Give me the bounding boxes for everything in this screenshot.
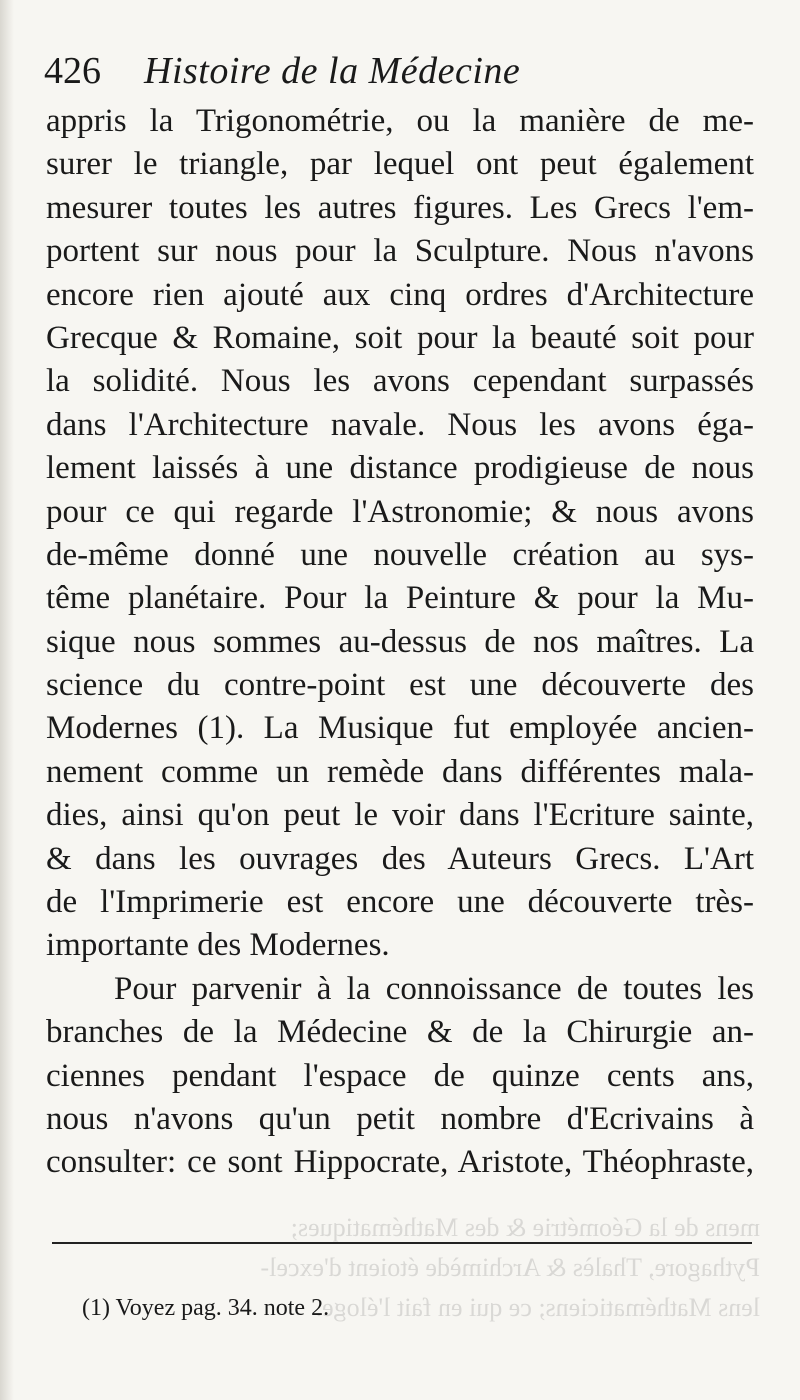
text-line: Pour parvenir à la connoissance de toutes les [114,970,754,1007]
text-line: ciennes pendant l'espace de quinze cents ans, [46,1057,754,1094]
page-number: 426 [44,50,101,92]
text-line: appris la Trigonométrie, ou la manière de me- [46,103,754,139]
text-line: encore rien ajouté aux cinq ordres d'Architecture [46,276,754,313]
text-line: la solidité. Nous les avons cependant surpassés [46,363,754,400]
text-line: de-même donné une nouvelle création au sys- [46,536,754,573]
text-line: mesurer toutes les autres figures. Les Grecs l'em- [46,189,754,226]
running-header [44,46,784,96]
footnote: (1) Voyez pag. 34. note 2. [82,1295,330,1321]
text-line: nous n'avons qu'un petit nombre d'Ecrivains à [46,1100,754,1137]
text-line: Grecque & Romaine, soit pour la beauté soit pour [46,319,754,356]
text-line: pour ce qui regarde l'Astronomie; & nous avons [46,493,754,530]
show-through-line: mens de la Géométrie & des Mathématiques; [290,1213,760,1242]
body-text [46,100,754,1185]
paragraph-1 [46,100,754,968]
show-through-line: Pythagore, Thalès & Archimède étoient d'excel- [260,1253,760,1282]
text-line: dies, ainsi qu'on peut le voir dans l'Ecriture sainte, [46,797,754,834]
page-gutter-shadow [0,0,14,1400]
text-line: consulter: ce sont Hippocrate, Aristote, Théophraste, [46,1144,754,1181]
show-through-line: lens Mathématiciens; ce qui en fait l'éloge. [315,1293,760,1322]
text-line: dans l'Architecture navale. Nous les avons éga- [46,406,754,443]
text-line: portent sur nous pour la Sculpture. Nous n'avons [46,233,754,270]
text-line: tême planétaire. Pour la Peinture & pour la Mu- [46,580,754,617]
footnote-rule [52,1242,752,1244]
text-line: Modernes (1). La Musique fut employée ancien- [46,710,754,747]
text-line: surer le triangle, par lequel ont peut également [46,146,754,183]
running-title: Histoire de la Médecine [144,50,521,92]
text-line: branches de la Médecine & de la Chirurgie an- [46,1014,754,1051]
text-line: sique nous sommes au-dessus de nos maîtres. La [46,623,754,660]
text-line: lement laissés à une distance prodigieuse de nous [46,450,754,487]
text-line: science du contre-point est une découverte des [46,667,754,704]
text-line: & dans les ouvrages des Auteurs Grecs. L'Art [46,840,754,877]
text-line: de l'Imprimerie est encore une découverte très- [46,884,754,921]
paragraph-2 [46,968,754,1185]
text-line: nement comme un remède dans différentes mala- [46,753,754,790]
text-line: importante des Modernes. [46,927,390,964]
